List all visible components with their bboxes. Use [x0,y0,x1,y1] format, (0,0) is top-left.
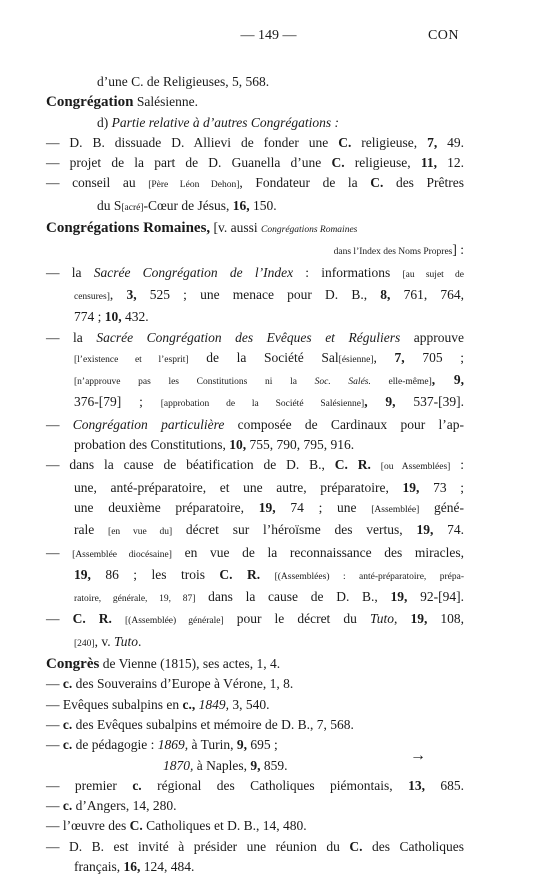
entry-line: 376-[79] ; [approbation de la Société Salésienne], 9, 537-[39]. [74,394,464,410]
entry-line: [l’existence et l’esprit] de la Société Sal[ésienne], 7, 705 ; [74,349,464,365]
entry-line: Congrès de Vienne (1815), ses actes, 1, 4. [46,656,281,673]
entry-line: — c. des Souverains d’Europe à Vérone, 1, 8. [46,676,294,692]
page-number: — 149 — [240,28,297,43]
entry-line: — C. R. [(Assemblée) générale] pour le décret du Tuto, 19, 108, [46,611,465,627]
entry-line: 774 ; 10, 432. [74,309,149,325]
entry-line: Congrégation Salésienne. [46,94,198,111]
entry-line: — Congrégation particulière composée de Cardinaux pour l’ap- [46,416,464,432]
entry-line: rale [en vue du] décret sur l’héroïsme des vertus, 19, 74. [74,522,465,538]
entry-line: [240], v. Tuto. [74,633,142,649]
entry-line: — c. d’Angers, 14, 280. [46,798,177,814]
entry-line: — l’œuvre des C. Catholiques et D. B., 14, 480. [46,818,307,834]
running-head: CON [427,28,459,43]
entry-line: une deuxième préparatoire, 19, 74 ; une [Assemblée] géné- [74,499,464,515]
entry-line: dans l’Index des Noms Propres] : [333,242,464,258]
entry-line: — D. B. dissuade D. Allievi de fonder une C. religieuse, 7, 49. [46,134,464,150]
entry-line: — la Sacrée Congrégation des Evêques et Réguliers approuve [46,329,464,345]
index-entries [46,72,464,877]
entry-line: probation des Constitutions, 10, 755, 790, 795, 916. [74,437,355,453]
entry-line: français, 16, 124, 484. [74,858,195,874]
entry-line: — conseil au [Père Léon Dehon], Fondateur de la C. des Prêtres [46,175,464,191]
entry-line: — [Assemblée diocésaine] en vue de la reconnaissance des miracles, [46,544,465,560]
entry-line: 19, 86 ; les trois C. R. [(Assemblées) : anté-préparatoire, prépa- [74,566,465,582]
entry-line: une, anté-préparatoire, et une autre, préparatoire, 19, 73 ; [74,479,464,495]
entry-line: — c. de pédagogie : 1869, à Turin, 9, 695 ; [46,737,278,753]
continue-arrow-icon: → [410,747,426,764]
entry-line: — dans la cause de béatification de D. B., C. R. [ou Assemblées] : [46,457,464,473]
entry-line: — D. B. est invité à présider une réunion du C. des Catholiques [46,838,464,854]
entry-line: — c. des Evêques subalpins et mémoire de D. B., 7, 568. [46,716,354,732]
entry-line: censures], 3, 525 ; une menace pour D. B., 8, 761, 764, [74,286,465,302]
entry-line: [n’approuve pas les Constitutions ni la Soc. Salés. elle-même], 9, [74,372,464,388]
entry-line: — Evêques subalpins en c., 1849, 3, 540. [46,696,270,712]
entry-line: — la Sacrée Congrégation de l’Index : informations [au sujet de [46,264,464,280]
entry-line: Congrégations Romaines, [v. aussi Congrégations Romaines [46,220,358,237]
entry-line: d’une C. de Religieuses, 5, 568. [97,74,270,89]
entry-line: d) Partie relative à d’autres Congrégations : [97,114,339,130]
entry-line: ratoire, générale, 19, 87] dans la cause de D. B., 19, 92-[94]. [74,589,464,605]
entry-line: — premier c. régional des Catholiques piémontais, 13, 685. [46,777,465,793]
entry-line: — projet de la part de D. Guanella d’une C. religieuse, 11, 12. [46,155,465,171]
entry-line: du S[acré]-Cœur de Jésus, 16, 150. [97,197,277,213]
entry-line: 1870, à Naples, 9, 859. [163,757,288,773]
